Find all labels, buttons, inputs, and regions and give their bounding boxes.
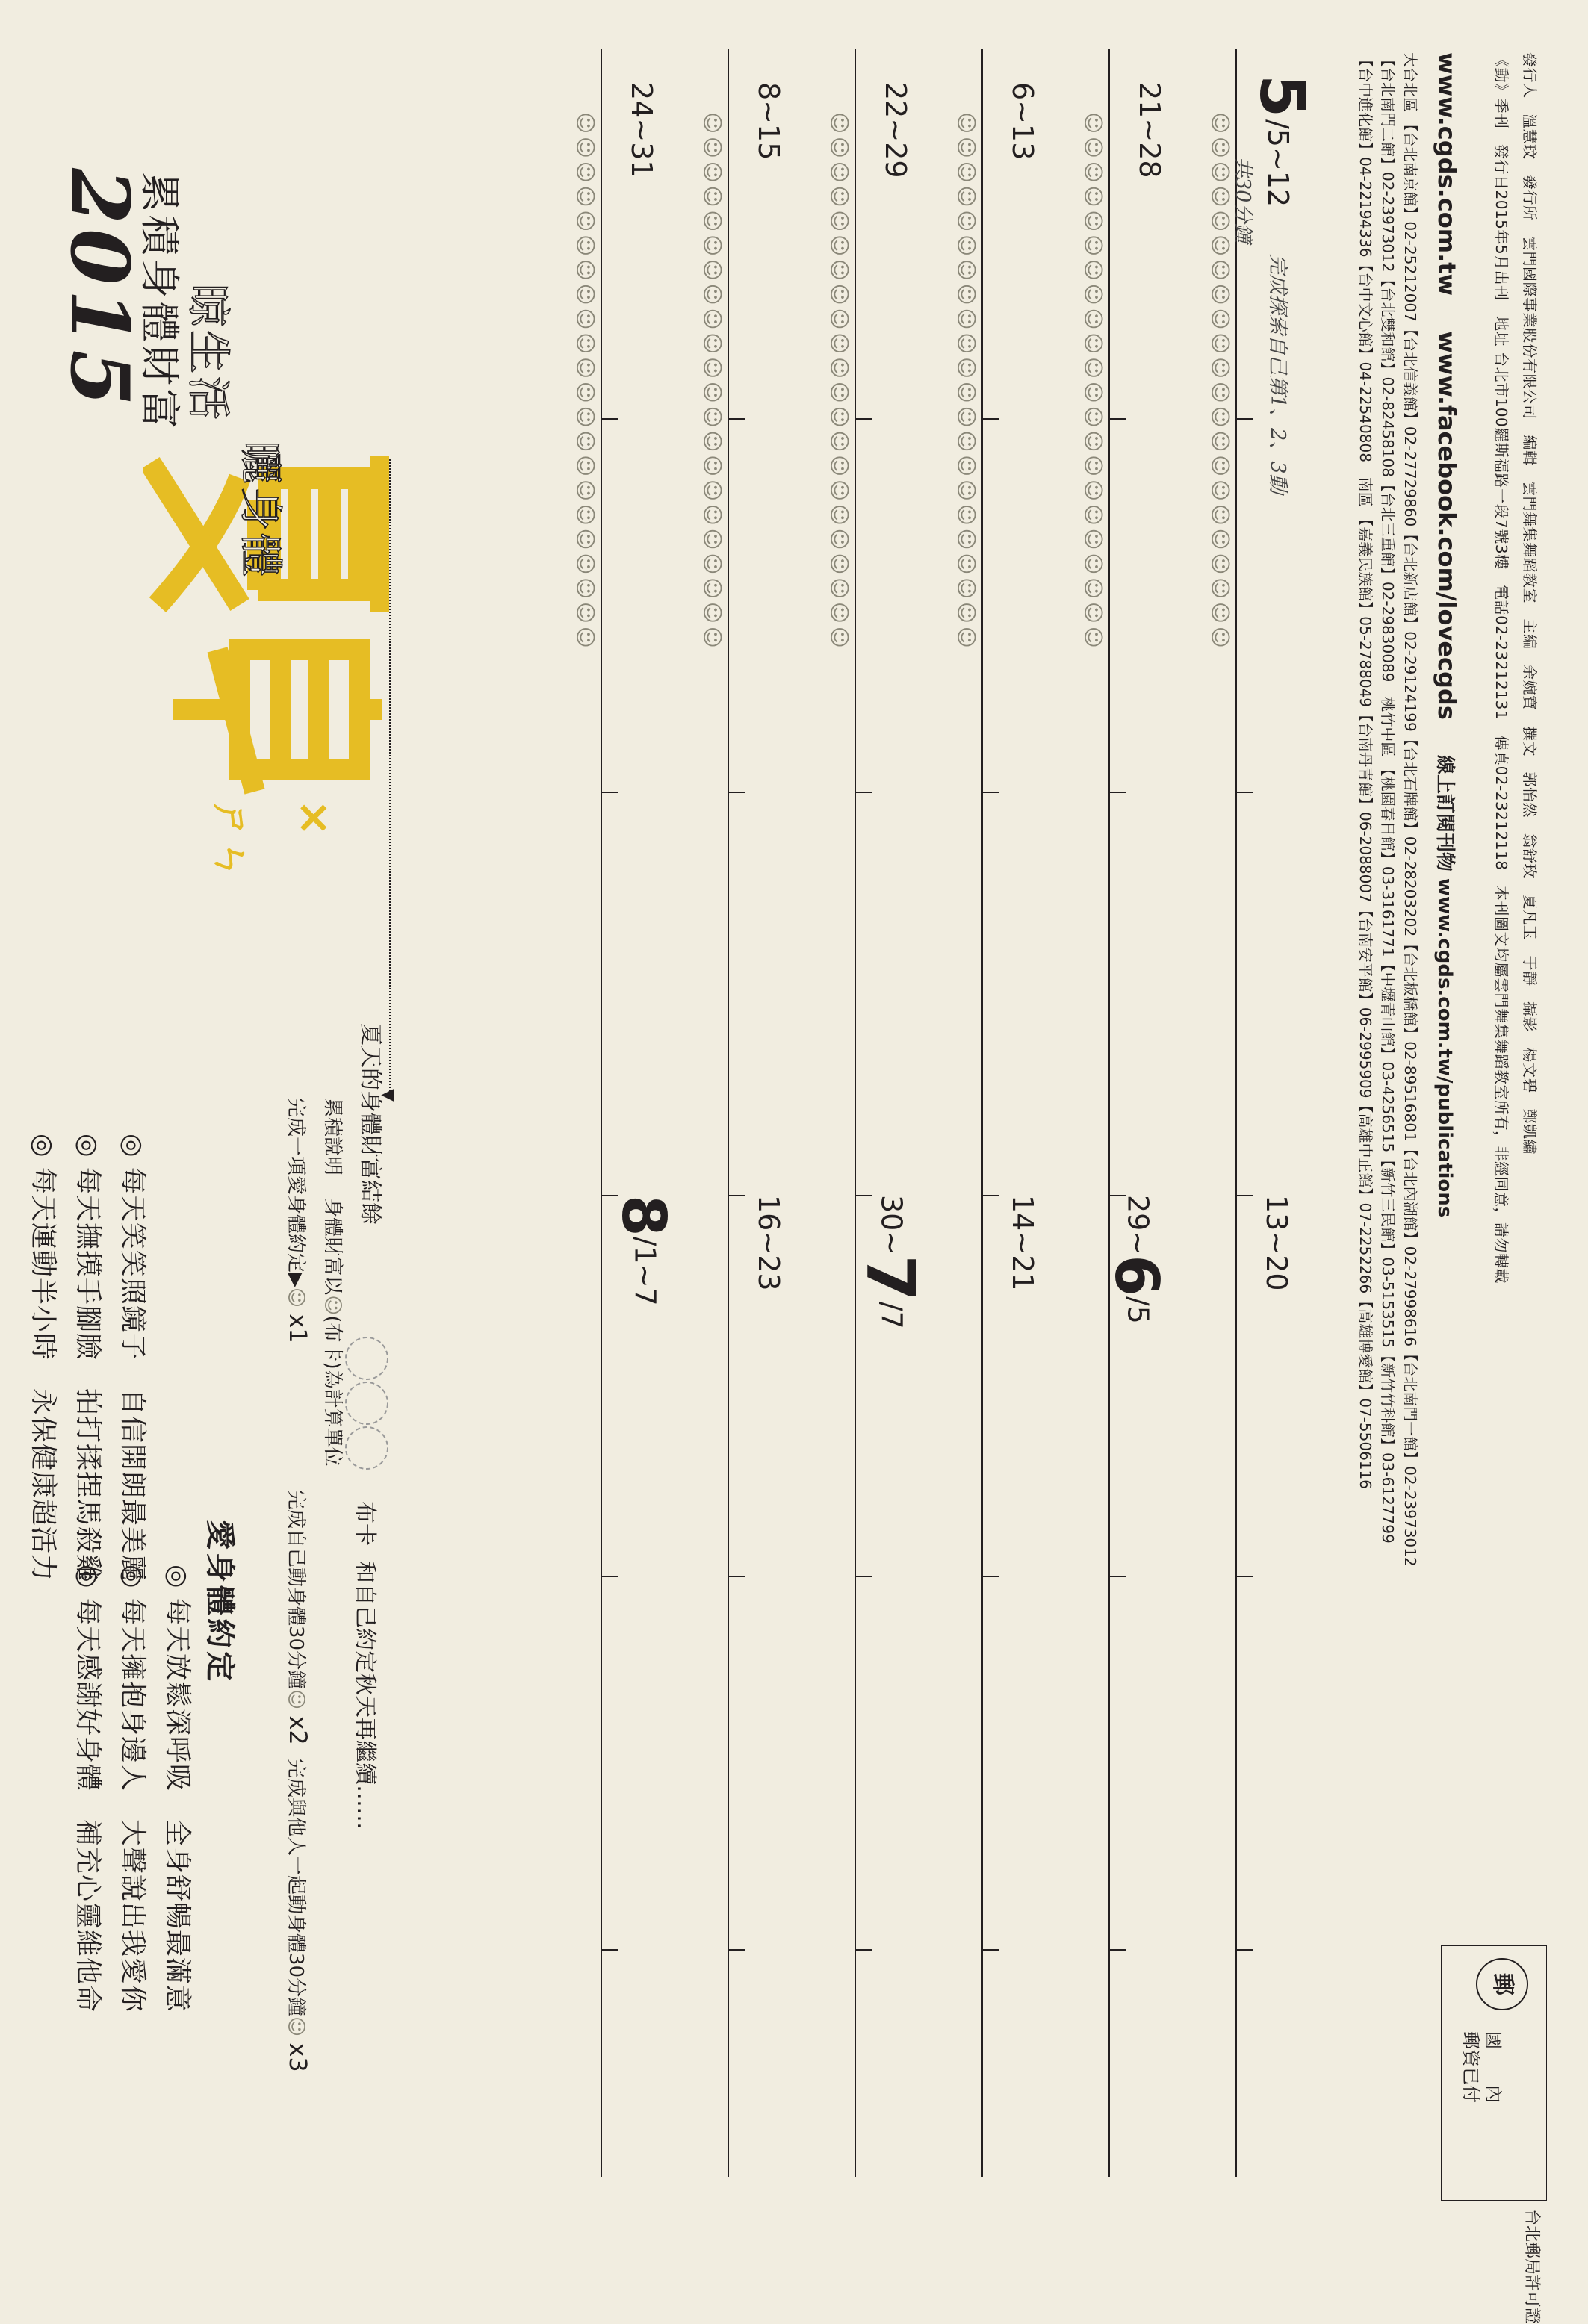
tally-circle-1: [345, 1337, 388, 1380]
row-tick: [728, 792, 745, 793]
row-tick: [601, 792, 618, 793]
row-tick: [1109, 1949, 1126, 1951]
svg-text:ㄕㄣ: ㄕㄣ: [208, 799, 255, 880]
promise-item: ◎ 每天撫摸手腳臉 拍打揉捏馬殺雞: [72, 1134, 103, 1582]
post-seal-icon: 郵: [1476, 1958, 1528, 2010]
row-divider: [855, 49, 856, 2177]
row-tick: [1236, 1576, 1253, 1577]
accum-note: 累積說明 身體財富以☺(布卡)為計算單位: [321, 1098, 344, 1467]
progress-faces: ☺☺☺☺☺☺☺☺☺☺☺☺☺☺☺☺☺☺☺☺☺☺: [1208, 112, 1232, 651]
logo-line-3: 累積身體財富: [136, 172, 183, 432]
publications-link[interactable]: 線上訂閱刊物 www.cgds.com.tw/publications: [1433, 755, 1456, 1218]
row-range: 24~31: [625, 82, 658, 178]
arrow-head-icon: ▼: [379, 1089, 397, 1102]
logo-line-1: 曬身體: [235, 441, 286, 580]
promise-item: ◎ 每天放鬆深呼吸 全身舒暢最滿意: [162, 1565, 193, 2013]
row-tick: [1236, 1195, 1253, 1196]
row-range: 13~20: [1260, 1195, 1293, 1291]
first-note: 完成探索自己第1、2、3動: [1266, 254, 1289, 494]
row-tick: [1109, 792, 1126, 793]
row-range: 8~15: [752, 82, 785, 161]
row-tick: [728, 418, 745, 420]
row-tick: [982, 418, 999, 420]
row-tick: [855, 792, 872, 793]
website-link[interactable]: www.cgds.com.tw: [1433, 52, 1461, 296]
progress-faces: ☺☺☺☺☺☺☺☺☺☺☺☺☺☺☺☺☺☺☺☺☺☺: [573, 112, 598, 651]
row-divider: [728, 49, 729, 2177]
row-range: 21~28: [1133, 82, 1166, 178]
row-range: 8/1~7: [609, 1195, 678, 1306]
logo-year: 2015: [52, 168, 146, 411]
postage-paid-text: 國 內 郵資已付: [1460, 2031, 1504, 2103]
rule-1: 完成一項愛身體約定▶☺ x1: [284, 1098, 312, 1343]
row-range: 6~13: [1006, 82, 1039, 161]
branch-line-1: 大台北區 【台北南京館】02-25212007【台北信義館】02-27729860【台北新店館】02-29124199【台北石牌館】02-28203202【台北板橋館】02-89516801【台北內湖館】02-27998616【台北南門一館】02-23973012: [1401, 52, 1419, 1567]
tally-circle-2: [345, 1382, 388, 1425]
row-divider: [1108, 49, 1110, 2177]
continue-note: 和自己約定秋天再繼續……: [352, 1561, 378, 1830]
progress-faces: ☺☺☺☺☺☺☺☺☺☺☺☺☺☺☺☺☺☺☺☺☺☺: [954, 112, 978, 651]
row-range: 14~21: [1006, 1195, 1039, 1291]
url-row: [1433, 52, 1461, 1244]
row-tick: [855, 418, 872, 420]
row-divider: [601, 49, 602, 2177]
credits-line-2: 《動》季刊 發行日2015年5月出刊 地址 台北市100羅斯福路一段7號3樓 電話02-23212131 傳真02-23212118 本刊圖文均屬雲門舞集舞蹈教室所有，非經同意，請勿轉載: [1492, 52, 1510, 1284]
row-range: 16~23: [752, 1195, 785, 1291]
row-tick: [601, 1949, 618, 1951]
row-range: /5~12: [1262, 119, 1294, 208]
row-tick: [982, 1195, 999, 1196]
rule-3: 完成與他人一起動身體30分鐘☺ x3: [284, 1759, 312, 2072]
dotted-arrow: [389, 459, 391, 1094]
row-tick: [601, 418, 618, 420]
facebook-link[interactable]: www.facebook.com/lovecgds: [1433, 331, 1461, 720]
permit-line-1: 台北郵局許可證: [1522, 2209, 1541, 2324]
row-tick: [855, 1949, 872, 1951]
row-tick: [601, 1576, 618, 1577]
row-tick: [982, 1576, 999, 1577]
row-tick: [982, 792, 999, 793]
branch-line-3: 【台中進化館】04-22194336【台中文心館】04-22540808 南區 【嘉義民族館】05-2788049【台南丹青館】06-2088007【台南安平館】06-2995909【高雄中正館】07-2252266【高雄博愛館】07-5506116: [1356, 52, 1374, 1489]
buka-unit: 布卡: [352, 1501, 378, 1546]
rule-2: 完成自己動身體30分鐘☺ x2: [284, 1490, 312, 1745]
promise-title: 愛身體約定: [202, 1520, 237, 1684]
row-range: 22~29: [879, 82, 912, 178]
summary-title: 夏天的身體財富結餘: [357, 1023, 383, 1225]
row-tick: [982, 1949, 999, 1951]
row-tick: [1236, 1949, 1253, 1951]
promise-item: ◎ 每天笑笑照鏡子 自信開朗最美麗: [117, 1134, 148, 1582]
logo-line-2: 晾生活: [183, 284, 234, 423]
row-tick: [728, 1195, 745, 1196]
row-tick: [728, 1949, 745, 1951]
credits-line-1: 發行人 溫慧玟 發行所 雲門國際事業股份有限公司 編輯 雲門舞集舞蹈教室 主編 余婉寶 撰文 郭怡然 翁舒玫 夏凡玉 于靜 攝影 楊文碧 鄭凱繡: [1521, 52, 1539, 1155]
promise-item: ◎ 每天運動半小時 永保健康超活力: [28, 1134, 58, 1582]
promise-item: ◎ 每天擁抱身邊人 大聲說出我愛你: [117, 1565, 148, 2013]
svg-text:×: ×: [288, 799, 341, 837]
progress-faces: ☺☺☺☺☺☺☺☺☺☺☺☺☺☺☺☺☺☺☺☺☺☺: [1081, 112, 1105, 651]
row-range: 29~6/5: [1102, 1195, 1171, 1324]
row-divider: [981, 49, 983, 2177]
row-tick: [1109, 418, 1126, 420]
progress-faces: ☺☺☺☺☺☺☺☺☺☺☺☺☺☺☺☺☺☺☺☺☺☺: [700, 112, 725, 651]
row-tick: [1236, 418, 1253, 420]
first-note-2: 共30分鐘: [1231, 157, 1254, 243]
row-tick: [1109, 1576, 1126, 1577]
month-may: 5: [1246, 75, 1317, 118]
row-tick: [855, 1576, 872, 1577]
row-divider: [1235, 49, 1237, 2177]
progress-faces: ☺☺☺☺☺☺☺☺☺☺☺☺☺☺☺☺☺☺☺☺☺☺: [827, 112, 852, 651]
row-tick: [1236, 792, 1253, 793]
row-range: 30~7/7: [851, 1195, 929, 1329]
row-tick: [728, 1576, 745, 1577]
promise-item: ◎ 每天感謝好身體 補充心靈維他命: [72, 1565, 103, 2013]
tally-circle-3: [345, 1426, 388, 1470]
branch-line-2: 【台北南門二館】02-23973012【台北雙和館】02-82458108【台北三重館】02-29830089 桃竹中區 【桃園春日館】03-3161771【中壢青山館】03-4256515【新竹三民館】03-5153515【新竹竹科館】03-6127799: [1379, 52, 1397, 1544]
